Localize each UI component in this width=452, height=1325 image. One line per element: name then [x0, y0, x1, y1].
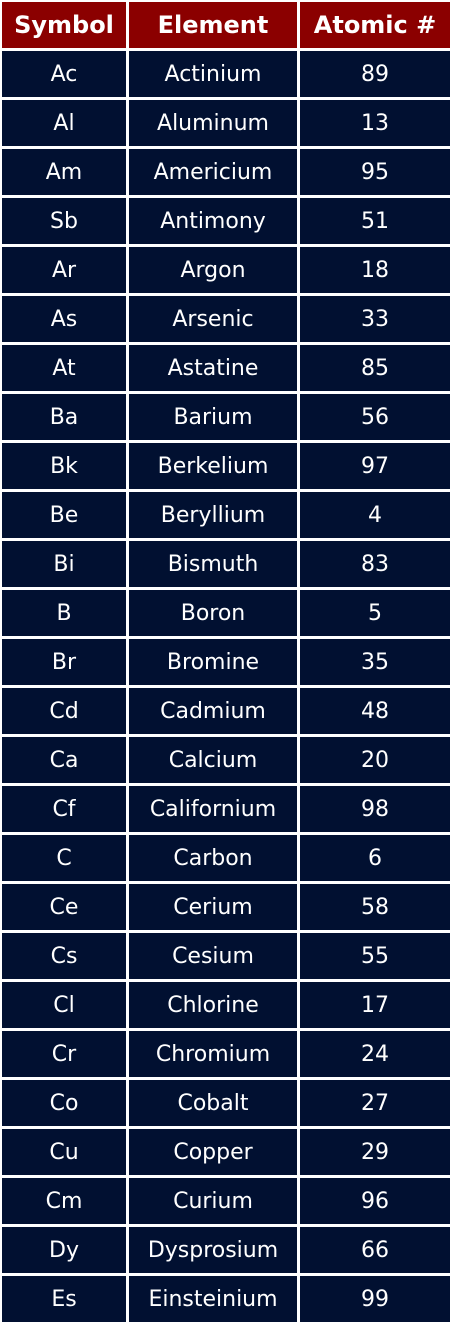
atomic-number-cell: 51	[300, 198, 450, 244]
table-row	[2, 1227, 450, 1273]
table-body	[2, 51, 450, 1322]
element-name-cell: Californium	[129, 786, 297, 832]
table-row	[2, 247, 450, 293]
element-name-cell: Astatine	[129, 345, 297, 391]
element-name-cell: Antimony	[129, 198, 297, 244]
symbol-cell: Cs	[2, 933, 126, 979]
symbol-cell: Dy	[2, 1227, 126, 1273]
symbol-cell: C	[2, 835, 126, 881]
symbol-cell: Br	[2, 639, 126, 685]
atomic-number-cell: 98	[300, 786, 450, 832]
symbol-cell: Es	[2, 1276, 126, 1322]
symbol-cell: Sb	[2, 198, 126, 244]
atomic-number-cell: 17	[300, 982, 450, 1028]
element-name-cell: Arsenic	[129, 296, 297, 342]
table-row	[2, 786, 450, 832]
atomic-number-cell: 35	[300, 639, 450, 685]
symbol-cell: As	[2, 296, 126, 342]
atomic-number-cell: 24	[300, 1031, 450, 1077]
symbol-cell: Cr	[2, 1031, 126, 1077]
symbol-cell: Ba	[2, 394, 126, 440]
table-row	[2, 149, 450, 195]
element-name-cell: Cadmium	[129, 688, 297, 734]
table-row	[2, 884, 450, 930]
atomic-number-cell: 55	[300, 933, 450, 979]
table-row	[2, 1178, 450, 1224]
symbol-cell: Al	[2, 100, 126, 146]
table-row	[2, 100, 450, 146]
symbol-cell: Bk	[2, 443, 126, 489]
symbol-cell: Co	[2, 1080, 126, 1126]
atomic-number-cell: 48	[300, 688, 450, 734]
atomic-number-cell: 20	[300, 737, 450, 783]
atomic-number-cell: 85	[300, 345, 450, 391]
symbol-cell: Cl	[2, 982, 126, 1028]
atomic-number-cell: 66	[300, 1227, 450, 1273]
element-name-cell: Americium	[129, 149, 297, 195]
symbol-cell: Ce	[2, 884, 126, 930]
atomic-number-cell: 33	[300, 296, 450, 342]
atomic-number-cell: 18	[300, 247, 450, 293]
table-row	[2, 492, 450, 538]
element-name-cell: Barium	[129, 394, 297, 440]
atomic-number-cell: 97	[300, 443, 450, 489]
atomic-number-cell: 5	[300, 590, 450, 636]
element-name-cell: Cerium	[129, 884, 297, 930]
symbol-cell: Cm	[2, 1178, 126, 1224]
header-symbol: Symbol	[2, 2, 126, 48]
element-name-cell: Argon	[129, 247, 297, 293]
element-name-cell: Calcium	[129, 737, 297, 783]
element-name-cell: Beryllium	[129, 492, 297, 538]
atomic-number-cell: 83	[300, 541, 450, 587]
element-name-cell: Bromine	[129, 639, 297, 685]
element-name-cell: Curium	[129, 1178, 297, 1224]
table-row	[2, 541, 450, 587]
atomic-number-cell: 56	[300, 394, 450, 440]
symbol-cell: At	[2, 345, 126, 391]
table-row	[2, 982, 450, 1028]
element-name-cell: Cobalt	[129, 1080, 297, 1126]
symbol-cell: Ar	[2, 247, 126, 293]
element-name-cell: Aluminum	[129, 100, 297, 146]
atomic-number-cell: 95	[300, 149, 450, 195]
symbol-cell: Ac	[2, 51, 126, 97]
symbol-cell: Cu	[2, 1129, 126, 1175]
symbol-cell: Am	[2, 149, 126, 195]
atomic-number-cell: 13	[300, 100, 450, 146]
symbol-cell: Be	[2, 492, 126, 538]
symbol-cell: Cf	[2, 786, 126, 832]
atomic-number-cell: 4	[300, 492, 450, 538]
atomic-number-cell: 99	[300, 1276, 450, 1322]
table-row	[2, 1031, 450, 1077]
element-name-cell: Actinium	[129, 51, 297, 97]
element-name-cell: Berkelium	[129, 443, 297, 489]
symbol-cell: Bi	[2, 541, 126, 587]
element-name-cell: Chromium	[129, 1031, 297, 1077]
header-row	[2, 2, 450, 48]
header-atomic-number: Atomic #	[300, 2, 450, 48]
table-row	[2, 590, 450, 636]
table-row	[2, 1080, 450, 1126]
table-row	[2, 1276, 450, 1322]
element-name-cell: Einsteinium	[129, 1276, 297, 1322]
element-name-cell: Copper	[129, 1129, 297, 1175]
atomic-number-cell: 96	[300, 1178, 450, 1224]
atomic-number-cell: 29	[300, 1129, 450, 1175]
element-name-cell: Boron	[129, 590, 297, 636]
symbol-cell: B	[2, 590, 126, 636]
table-row	[2, 394, 450, 440]
element-name-cell: Carbon	[129, 835, 297, 881]
table-row	[2, 737, 450, 783]
table-row	[2, 51, 450, 97]
table-row	[2, 835, 450, 881]
table-row	[2, 296, 450, 342]
table-row	[2, 688, 450, 734]
element-name-cell: Cesium	[129, 933, 297, 979]
table-row	[2, 198, 450, 244]
atomic-number-cell: 58	[300, 884, 450, 930]
table-row	[2, 933, 450, 979]
symbol-cell: Ca	[2, 737, 126, 783]
header-element: Element	[129, 2, 297, 48]
element-name-cell: Bismuth	[129, 541, 297, 587]
table-row	[2, 639, 450, 685]
table-row	[2, 1129, 450, 1175]
element-name-cell: Chlorine	[129, 982, 297, 1028]
atomic-number-cell: 89	[300, 51, 450, 97]
table-row	[2, 345, 450, 391]
atomic-number-cell: 6	[300, 835, 450, 881]
element-name-cell: Dysprosium	[129, 1227, 297, 1273]
table-row	[2, 443, 450, 489]
symbol-cell: Cd	[2, 688, 126, 734]
atomic-number-cell: 27	[300, 1080, 450, 1126]
